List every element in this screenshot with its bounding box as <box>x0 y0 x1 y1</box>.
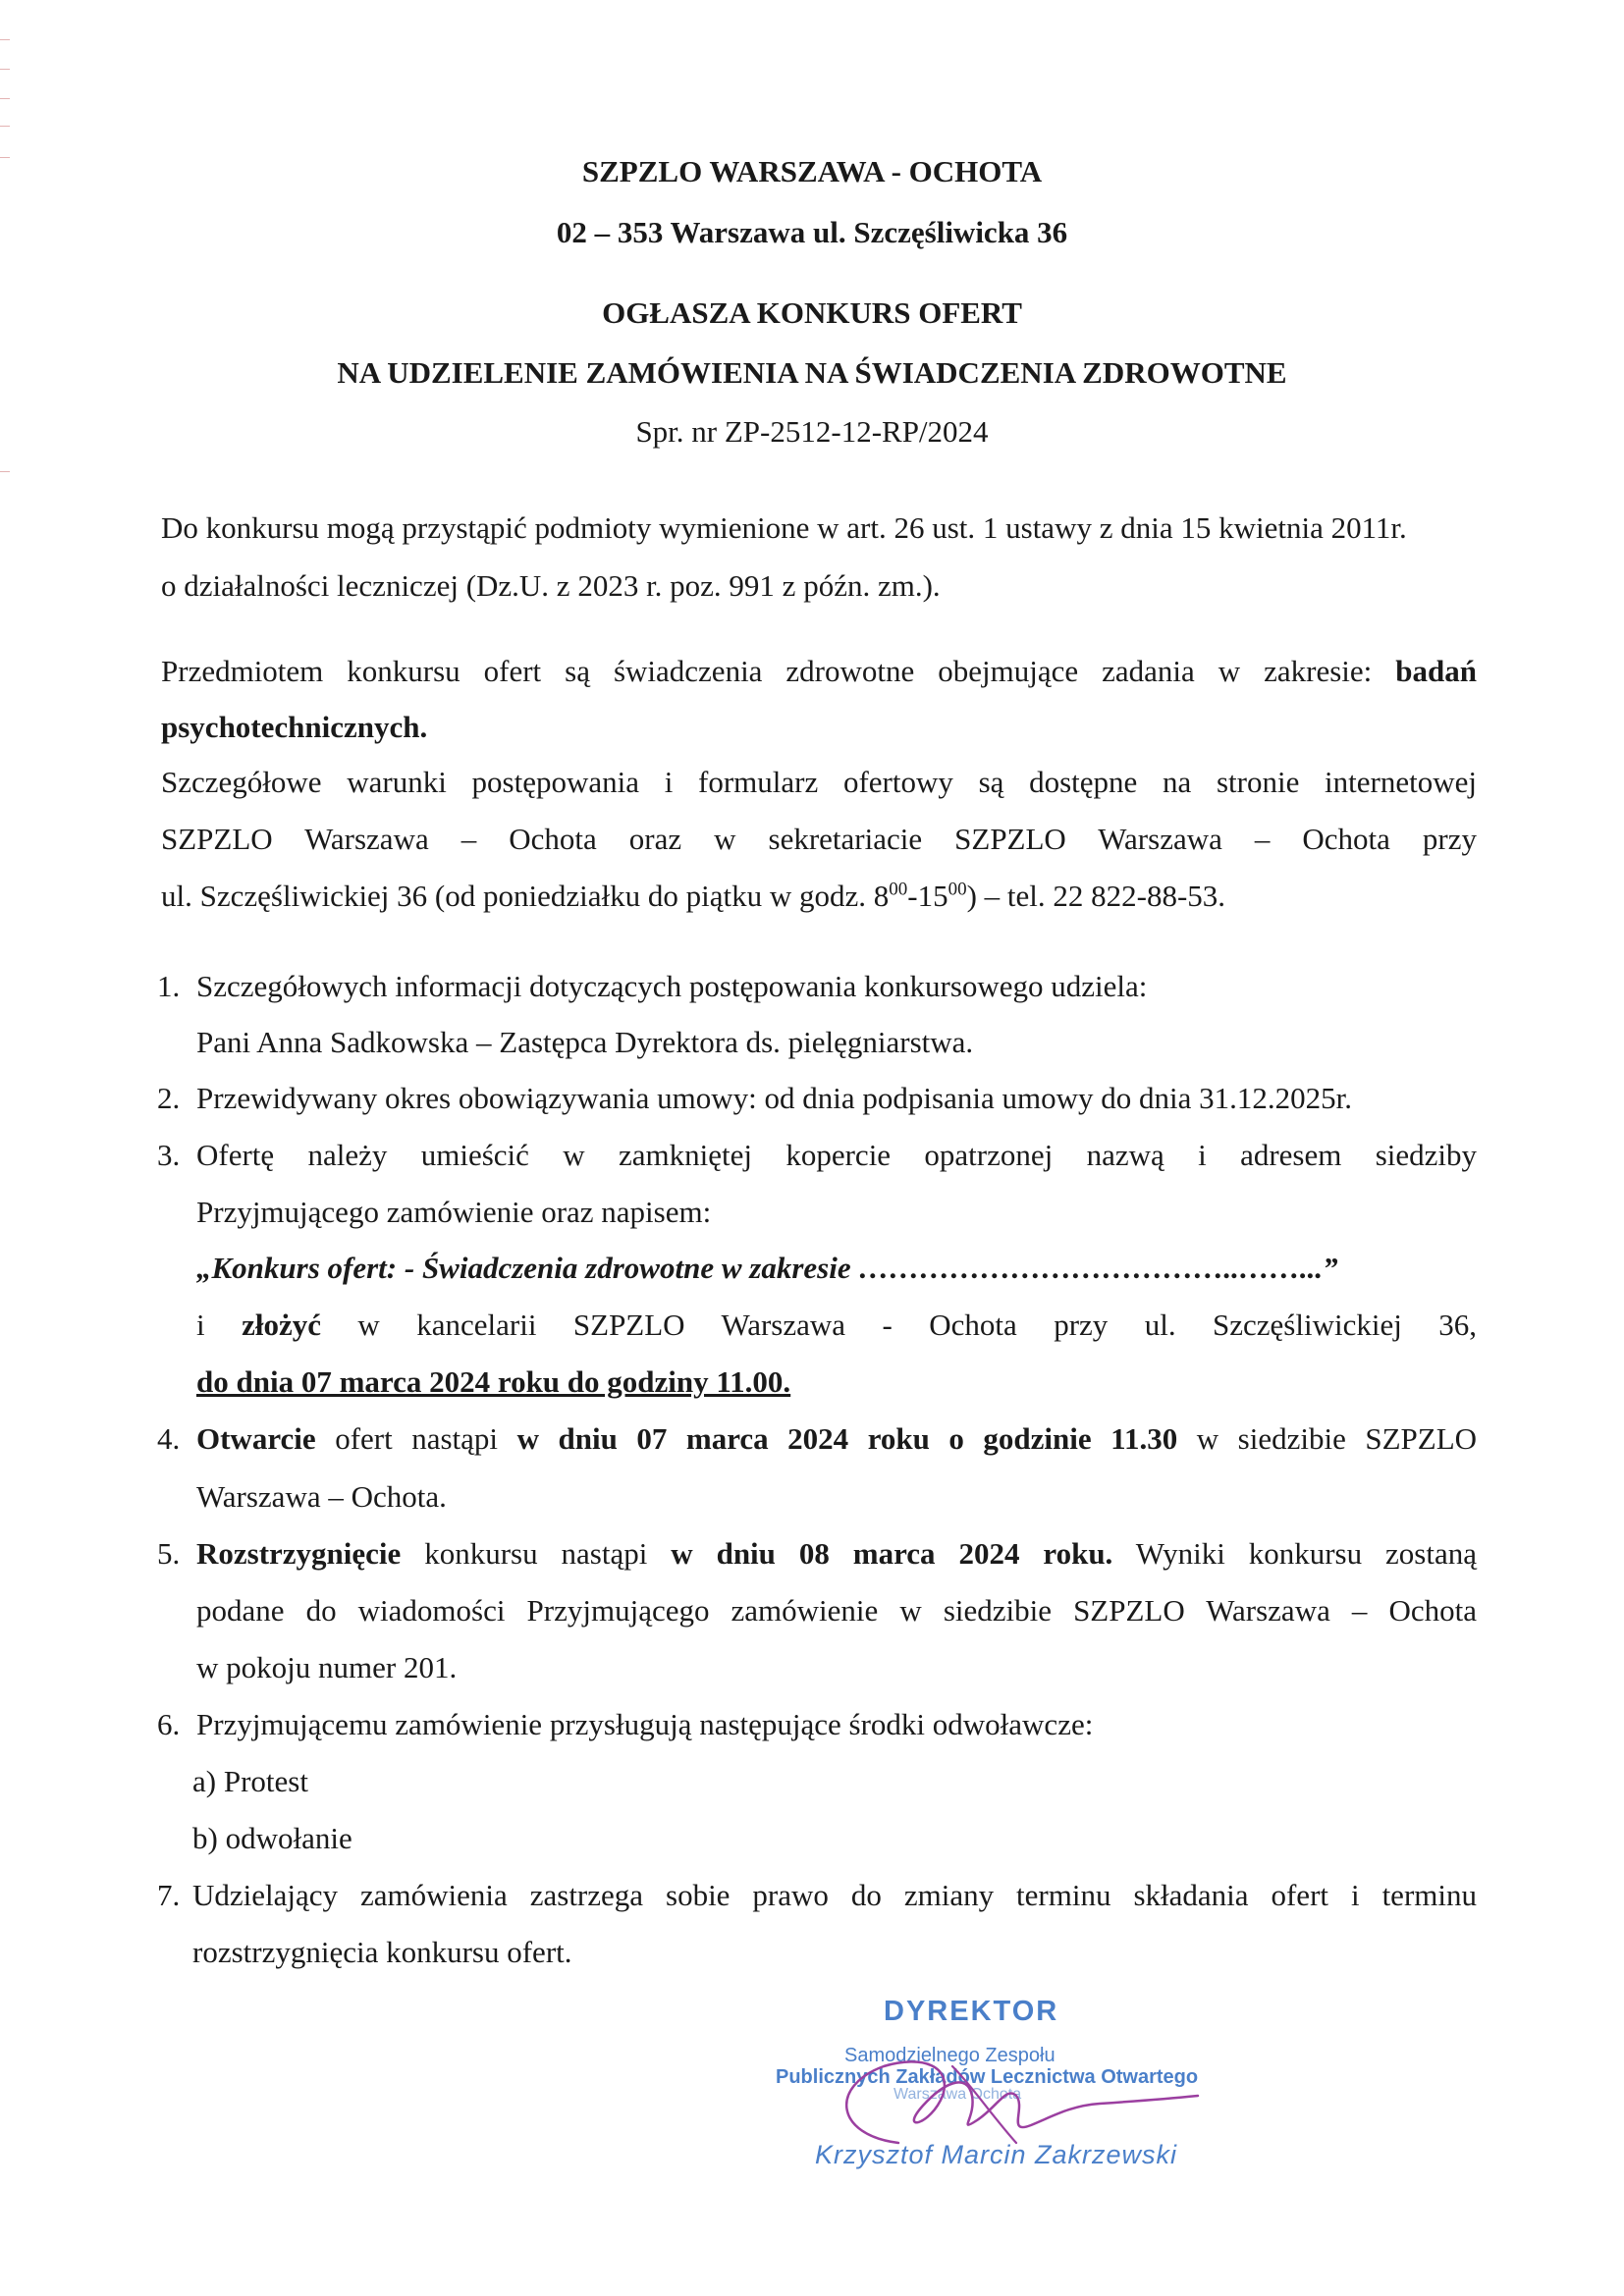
stamp-director-name: Krzysztof Marcin Zakrzewski <box>815 2140 1178 2169</box>
envelope-inscription: „Konkurs ofert: - Świadczenia zdrowotne w zakresie ………………………………..……...” <box>196 1251 1338 1285</box>
subject-line-1: Przedmiotem konkursu ofert są świadczenia zdrowotne obejmujące zadania w zakresie: badań <box>161 654 1478 688</box>
conditions-line-1: Szczegółowe warunki postępowania i formularz ofertowy są dostępne na stronie internetowej <box>161 765 1477 799</box>
item-4-line-2: Warszawa – Ochota. <box>196 1479 447 1514</box>
item-5-line-1: Rozstrzygnięcie konkursu nastąpi w dniu 08 marca 2024 roku. Wyniki konkursu zostaną <box>196 1536 1477 1571</box>
item-number-3: 3. <box>157 1138 181 1172</box>
remedy-appeal: b) odwołanie <box>192 1821 352 1855</box>
item-5-line-3: w pokoju numer 201. <box>196 1650 458 1684</box>
conditions-line-2: SZPZLO Warszawa – Ochota oraz w sekretariacie SZPZLO Warszawa – Ochota przy <box>161 822 1477 856</box>
stamp-line-1: Samodzielnego Zespołu <box>844 2045 1056 2066</box>
item-2-text: Przewidywany okres obowiązywania umowy: od dnia podpisania umowy do dnia 31.12.2025r. <box>196 1081 1352 1115</box>
page-edge-marks <box>0 0 10 2296</box>
stamp-line-2: Publicznych Zakładów Lecznictwa Otwartego <box>776 2066 1199 2088</box>
item-number-2: 2. <box>157 1081 181 1115</box>
item-7-line-1: Udzielający zamówienia zastrzega sobie prawo do zmiany terminu składania ofert i terminu <box>192 1878 1477 1912</box>
handwritten-signature <box>805 2027 1257 2155</box>
stamp-title: DYREKTOR <box>884 1996 1059 2027</box>
intro-line-1: Do konkursu mogą przystąpić podmioty wymienione w art. 26 ust. 1 ustawy z dnia 15 kwietnia 2011r. <box>161 510 1407 545</box>
intro-line-2: o działalności leczniczej (Dz.U. z 2023 r. poz. 991 z późn. zm.). <box>161 568 941 603</box>
item-3-line-4: i złożyć w kancelarii SZPZLO Warszawa - Ochota przy ul. Szczęśliwickiej 36, <box>196 1308 1478 1342</box>
org-name: SZPZLO WARSZAWA - OCHOTA <box>581 154 1043 188</box>
item-number-7: 7. <box>157 1878 181 1912</box>
director-stamp <box>746 1968 1257 2189</box>
stamp-line-3: Warszawa Ochota <box>893 2086 1022 2103</box>
item-number-5: 5. <box>157 1536 181 1571</box>
item-number-6: 6. <box>157 1707 181 1741</box>
subject-line-2: psychotechnicznych. <box>161 710 428 744</box>
item-1-line-1: Szczegółowych informacji dotyczących postępowania konkursowego udziela: <box>196 969 1148 1003</box>
item-4-line-1: Otwarcie ofert nastąpi w dniu 07 marca 2024 roku o godzinie 11.30 w siedzibie SZPZLO <box>196 1421 1478 1456</box>
item-7-line-2: rozstrzygnięcia konkursu ofert. <box>192 1935 572 1969</box>
item-6-text: Przyjmującemu zamówienie przysługują następujące środki odwoławcze: <box>196 1707 1094 1741</box>
remedy-protest: a) Protest <box>192 1764 308 1798</box>
conditions-line-3: ul. Szczęśliwickiej 36 (od poniedziałku do piątku w godz. $8^{00}-15^{00}$) – tel. 22 822-88-53. <box>161 879 1226 913</box>
announcement-subtitle: NA UDZIELENIE ZAMÓWIENIA NA ŚWIADCZENIA ZDROWOTNE <box>337 355 1287 390</box>
announcement-title: OGŁASZA KONKURS OFERT <box>602 295 1022 330</box>
item-number-4: 4. <box>157 1421 181 1456</box>
case-reference: Spr. nr ZP-2512-12-RP/2024 <box>635 414 989 449</box>
submission-deadline: do dnia 07 marca 2024 roku do godziny 11.00. <box>196 1364 791 1399</box>
item-5-line-2: podane do wiadomości Przyjmującego zamówienie w siedzibie SZPZLO Warszawa – Ochota <box>196 1593 1477 1628</box>
item-3-line-1: Ofertę należy umieścić w zamkniętej kopercie opatrzonej nazwą i adresem siedziby <box>196 1138 1477 1172</box>
item-3-line-2: Przyjmującego zamówienie oraz napisem: <box>196 1195 712 1229</box>
item-1-line-2: Pani Anna Sadkowska – Zastępca Dyrektora ds. pielęgniarstwa. <box>196 1025 974 1059</box>
org-address: 02 – 353 Warszawa ul. Szczęśliwicka 36 <box>556 215 1068 249</box>
item-number-1: 1. <box>157 969 181 1003</box>
